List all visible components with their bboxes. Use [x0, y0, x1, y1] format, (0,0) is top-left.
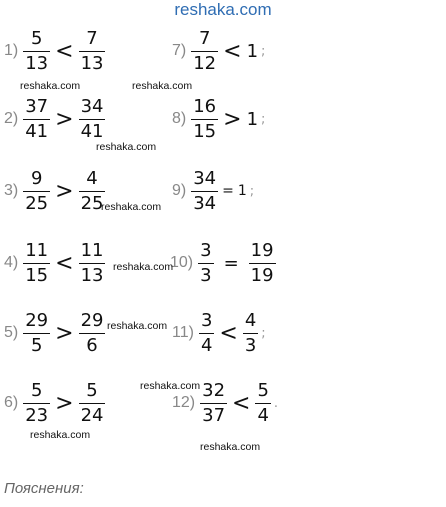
item-number: 11): [172, 324, 194, 341]
fraction-left: $\frac{9}{25}$: [25, 167, 49, 214]
comparison-item-9: [172, 162, 254, 220]
fraction-left: $\frac{3}{4}$: [200, 309, 213, 356]
comparison-item-5: [4, 304, 107, 362]
comparison-operator: >: [223, 106, 242, 132]
item-number: 7): [172, 42, 187, 59]
comparison-item-3: [4, 162, 107, 220]
watermark-top: reshaka.com: [174, 0, 272, 19]
watermark: reshaka.com: [200, 441, 261, 453]
fraction-right: $\frac{7}{13}$: [80, 27, 104, 74]
comparison-operator: =: [222, 183, 234, 199]
item-number: 10): [170, 254, 194, 271]
item-number: 6): [4, 394, 19, 411]
comparison-operator: >: [55, 178, 74, 204]
comparison-item-8: [172, 90, 265, 148]
comparison-operator: =: [223, 252, 239, 274]
fraction-right: $\frac{5}{24}$: [80, 379, 104, 426]
item-number: 5): [4, 324, 19, 341]
watermark: reshaka.com: [107, 320, 168, 332]
fraction-left: $\frac{5}{13}$: [25, 27, 49, 74]
comparison-operator: <: [232, 390, 251, 416]
fraction-right: $\frac{34}{41}$: [80, 95, 104, 142]
comparison-operator: <: [55, 38, 74, 64]
watermark: reshaka.com: [132, 80, 193, 92]
fraction-right: $\frac{29}{6}$: [80, 309, 104, 356]
watermark: reshaka.com: [20, 80, 81, 92]
comparison-operator: >: [55, 390, 74, 416]
comparison-item-7: [172, 22, 265, 80]
watermark: reshaka.com: [113, 261, 174, 273]
fraction-left: $\frac{7}{12}$: [193, 27, 217, 74]
watermark: reshaka.com: [140, 380, 201, 392]
fraction-right: $\frac{4}{3}$: [244, 309, 257, 356]
comparison-item-10: [170, 234, 278, 292]
comparison-item-2: [4, 90, 107, 148]
watermark: reshaka.com: [30, 429, 91, 441]
fraction-right: $\frac{19}{19}$: [250, 239, 274, 286]
comparison-item-6: [4, 374, 107, 432]
item-number: 12): [172, 394, 196, 411]
integer-value: 1: [246, 108, 259, 130]
item-number: 8): [172, 110, 187, 127]
fraction-left: $\frac{16}{15}$: [193, 95, 217, 142]
comparison-item-11: [172, 304, 266, 362]
integer-value: 1: [246, 40, 259, 62]
comparison-operator: <: [55, 250, 74, 276]
item-number: 4): [4, 254, 19, 271]
trailing-punctuation: ;: [261, 325, 266, 341]
integer-value: 1: [237, 183, 247, 199]
fraction-left: $\frac{32}{37}$: [202, 379, 226, 426]
item-number: 3): [4, 182, 19, 199]
fraction-left: $\frac{37}{41}$: [25, 95, 49, 142]
comparison-operator: >: [55, 106, 74, 132]
comparison-item-4: [4, 234, 107, 292]
fraction-left: $\frac{29}{5}$: [25, 309, 49, 356]
fraction-left: $\frac{3}{3}$: [200, 239, 212, 286]
fraction-right: $\frac{5}{4}$: [257, 379, 269, 426]
fraction-left: $\frac{34}{34}$: [193, 167, 217, 214]
trailing-punctuation: ;: [261, 111, 266, 127]
comparison-operator: >: [55, 320, 74, 346]
explanations-heading: Пояснения:: [4, 480, 84, 497]
fraction-left: $\frac{5}{23}$: [25, 379, 49, 426]
watermark: reshaka.com: [101, 201, 162, 213]
comparison-item-1: [4, 22, 107, 80]
trailing-punctuation: ;: [261, 43, 266, 59]
fraction-left: $\frac{11}{15}$: [25, 239, 49, 286]
fraction-right: $\frac{11}{13}$: [80, 239, 104, 286]
watermark: reshaka.com: [96, 141, 157, 153]
item-number: 1): [4, 42, 19, 59]
comparison-operator: <: [219, 320, 238, 346]
trailing-punctuation: ;: [249, 183, 255, 199]
item-number: 9): [172, 182, 187, 199]
item-number: 2): [4, 110, 19, 127]
fraction-right: $\frac{4}{25}$: [80, 167, 104, 214]
comparison-operator: <: [223, 38, 242, 64]
trailing-punctuation: .: [273, 395, 279, 411]
